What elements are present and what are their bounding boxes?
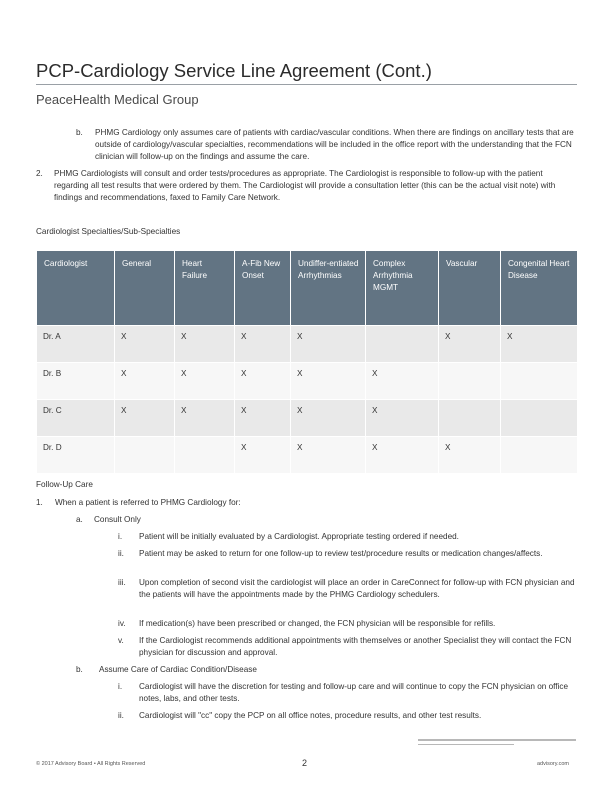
assume-care-marker: b. [76,665,83,674]
table-cell: Dr. D [37,437,115,474]
table-cell [501,400,578,437]
header-heart-failure: Heart Failure [175,251,235,326]
consult-item-5-marker: v. [118,636,124,645]
table-cell: X [175,400,235,437]
table-cell [501,437,578,474]
table-cell: X [291,326,366,363]
header-congenital-heart-disease: Congenital Heart Disease [501,251,578,326]
organization-subtitle: PeaceHealth Medical Group [36,92,199,107]
assume-item-2-text: Cardiologist will "cc" copy the PCP on all office notes, procedure results, and other test results. [139,711,482,720]
table-cell: Dr. A [37,326,115,363]
table-cell: X [501,326,578,363]
table-cell [115,437,175,474]
item-b-text: PHMG Cardiology only assumes care of patients with cardiac/vascular conditions. When there are findings on ancillary tests that are outside of cardiology/vascular specialties, recommendations will be included in the office report with the understanding that the FCN clinician will follow-up on the findings and assume the care. [95,128,574,161]
consult-only-marker: a. [76,515,83,524]
assume-item-1-text: Cardiologist will have the discretion for testing and follow-up care and will continue to copy the FCN physician on office notes, labs, and other tests. [139,682,569,703]
footer-site-link[interactable]: advisory.com [537,761,569,767]
table-row [37,326,578,363]
table-cell: X [175,326,235,363]
specialties-table [36,250,578,474]
table-cell: X [366,400,439,437]
table-cell: Dr. C [37,400,115,437]
header-cardiologist: Cardiologist [37,251,115,326]
table-row [37,437,578,474]
table-cell [366,326,439,363]
title-divider [36,84,577,85]
header-vascular: Vascular [439,251,501,326]
consult-item-2-text: Patient may be asked to return for one follow-up to review test/procedure results or medication changes/affects. [139,549,543,558]
consult-item-2-marker: ii. [118,549,124,558]
table-cell: X [291,363,366,400]
item-2-marker: 2. [36,169,43,178]
followup-heading: Follow-Up Care [36,480,93,489]
consult-item-3-marker: iii. [118,578,126,587]
table-cell: X [439,437,501,474]
consult-item-4-text: If medication(s) have been prescribed or changed, the FCN physician will be responsible for refills. [139,619,496,628]
table-caption: Cardiologist Specialties/Sub-Specialties [36,227,181,236]
header-complex-arrhythmia: Complex Arrhythmia MGMT [366,251,439,326]
consult-item-1-marker: i. [118,532,123,541]
assume-item-2-marker: ii. [118,711,124,720]
table-cell: X [235,326,291,363]
table-cell [501,363,578,400]
table-cell: X [366,363,439,400]
table-cell: X [235,400,291,437]
followup-item-1-text: When a patient is referred to PHMG Cardiology for: [55,498,241,507]
table-cell [439,400,501,437]
table-cell: Dr. B [37,363,115,400]
assume-care-label: Assume Care of Cardiac Condition/Disease [99,665,257,674]
table-row [37,400,578,437]
header-undifferentiated-arrhythmias: Undiffer-entiated Arrhythmias [291,251,366,326]
source-footnote [418,738,578,745]
table-cell: X [291,400,366,437]
table-cell [439,363,501,400]
table-cell: X [291,437,366,474]
page-title: PCP-Cardiology Service Line Agreement (Cont.) [36,60,432,81]
header-general: General [115,251,175,326]
table-cell: X [235,363,291,400]
followup-item-1-marker: 1. [36,498,43,507]
table-cell: X [439,326,501,363]
item-2-text: PHMG Cardiologists will consult and order tests/procedures as appropriate. The Cardiologist is responsible to follow-up with the patient regarding all test results that were ordered by them. The Cardiologist will provide a consultation letter (this can be the actual visit note) with findings and recommendations, faxed to Family Care Network. [54,169,556,202]
consult-item-5-text: If the Cardiologist recommends additional appointments with themselves or another Specialist they will contact the FCN physician for discussion and approval. [139,636,572,657]
consult-item-4-marker: iv. [118,619,126,628]
table-header-row [37,251,578,326]
page-number: 2 [302,758,308,768]
consult-item-3-text: Upon completion of second visit the cardiologist will place an order in CareConnect for follow-up with FCN physician and the patients will have the appointments made by the PHMG Cardiology schedulers. [139,578,575,599]
table-cell [175,437,235,474]
table-cell: X [115,363,175,400]
header-afib-new-onset: A-Fib New Onset [235,251,291,326]
item-b-marker: b. [76,128,83,137]
table-row [37,363,578,400]
table-cell: X [235,437,291,474]
consult-item-1-text: Patient will be initially evaluated by a Cardiologist. Appropriate testing ordered if needed. [139,532,459,541]
table-cell: X [175,363,235,400]
table-cell: X [115,400,175,437]
table-cell: X [115,326,175,363]
assume-item-1-marker: i. [118,682,123,691]
footer-copyright: © 2017 Advisory Board • All Rights Reserved [36,761,146,767]
consult-only-label: Consult Only [94,515,141,524]
table-cell: X [366,437,439,474]
